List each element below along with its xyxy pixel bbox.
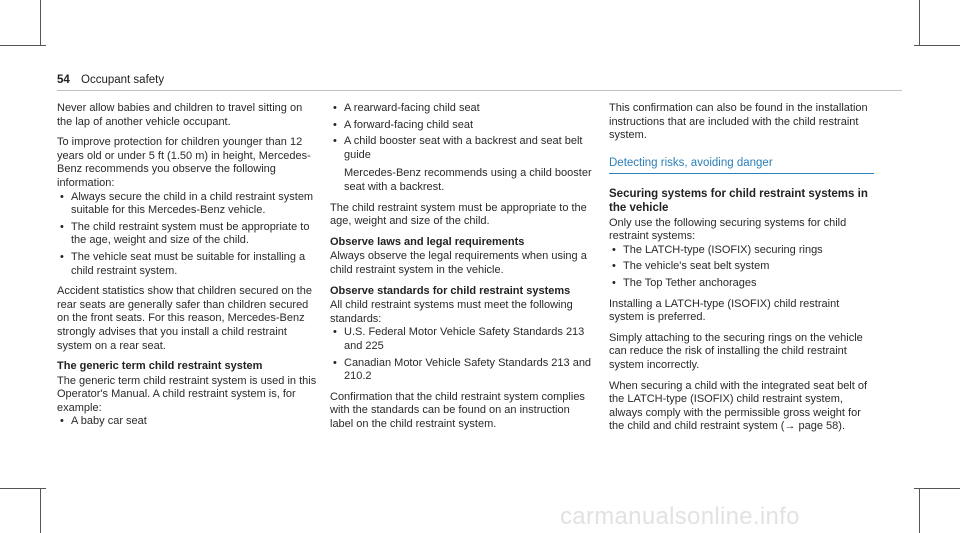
paragraph: Accident statistics show that children secured on the rear seats are generally safer than children secured on the front seats. For this reason, Mercedes-Benz strongly advises that you install a child restraint system on a rear seat. bbox=[57, 285, 312, 352]
bullet-list bbox=[330, 326, 595, 383]
page-title: Occupant safety bbox=[81, 74, 165, 86]
paragraph: To improve protection for children younger than 12 years old or under 5 ft (1.50 m) in height, Mercedes-Benz recommends you observe the following information: bbox=[57, 136, 311, 189]
paragraph: Never allow babies and children to travel sitting on the lap of another vehicle occupant. bbox=[57, 102, 303, 128]
column-1 bbox=[57, 102, 319, 436]
list-item: • The LATCH-type (ISOFIX) securing rings bbox=[609, 244, 874, 258]
paragraph: Simply attaching to the securing rings on the vehicle can reduce the risk of installing the child restraint system incorrectly. bbox=[609, 331, 863, 371]
bullet-list bbox=[330, 102, 595, 195]
list-item-note: Mercedes-Benz recommends using a child booster seat with a backrest. bbox=[344, 167, 592, 193]
bullet-list bbox=[57, 191, 319, 279]
section-title: Detecting risks, avoiding danger bbox=[609, 157, 874, 175]
column-3 bbox=[609, 102, 874, 441]
page-number: 54 bbox=[57, 74, 70, 86]
list-item-text: A child booster seat with a backrest and seat belt guide bbox=[344, 135, 583, 161]
paragraph: The generic term child restraint system is used in this Operator's Manual. A child restraint system is, for example: bbox=[57, 374, 317, 414]
list-item: • The vehicle seat must be suitable for installing a child restraint system. bbox=[57, 251, 319, 278]
list-item: • The Top Tether anchorages bbox=[609, 277, 874, 291]
subheading: Securing systems for child restraint systems in the vehicle bbox=[609, 188, 868, 214]
list-item: • Always secure the child in a child restraint system suitable for this Mercedes-Benz vehicle. bbox=[57, 191, 319, 218]
header-divider bbox=[57, 90, 902, 91]
paragraph: Confirmation that the child restraint system complies with the standards can be found on an instruction label on the child restraint system. bbox=[330, 390, 585, 430]
list-item: • Canadian Motor Vehicle Safety Standards 213 and 210.2 bbox=[330, 357, 595, 384]
paragraph: Only use the following securing systems for child restraint systems: bbox=[609, 216, 847, 243]
subheading: The generic term child restraint system bbox=[57, 360, 263, 373]
paragraph: This confirmation can also be found in the installation instructions that are included with the child restraint system. bbox=[609, 102, 868, 142]
paragraph: All child restraint systems must meet the following standards: bbox=[330, 299, 573, 325]
paragraph: Installing a LATCH-type (ISOFIX) child restraint system is preferred. bbox=[609, 297, 840, 324]
bullet-list bbox=[609, 244, 874, 291]
list-item: • The vehicle's seat belt system bbox=[609, 260, 874, 274]
list-item: • A rearward-facing child seat bbox=[330, 102, 595, 116]
paragraph: When securing a child with the integrated seat belt of the LATCH-type (ISOFIX) child restraint system, always comply with the permissible gross weight for the child and child restraint system (→ page 58). bbox=[609, 379, 868, 433]
bullet-list bbox=[57, 415, 319, 429]
subheading: Observe standards for child restraint systems bbox=[330, 284, 571, 297]
page-header bbox=[57, 74, 164, 86]
column-2 bbox=[330, 102, 595, 438]
watermark: carmanualsonline.info bbox=[560, 503, 800, 530]
list-item: • A baby car seat bbox=[57, 415, 319, 429]
subheading: Observe laws and legal requirements bbox=[330, 235, 525, 248]
list-item: • U.S. Federal Motor Vehicle Safety Standards 213 and 225 bbox=[330, 326, 595, 353]
list-item bbox=[330, 135, 595, 194]
paragraph: Always observe the legal requirements when using a child restraint system in the vehicle. bbox=[330, 250, 587, 276]
list-item: • The child restraint system must be appropriate to the age, weight and size of the child. bbox=[57, 221, 319, 248]
list-item: • A forward-facing child seat bbox=[330, 119, 595, 133]
paragraph: The child restraint system must be appropriate to the age, weight and size of the child. bbox=[330, 201, 587, 228]
